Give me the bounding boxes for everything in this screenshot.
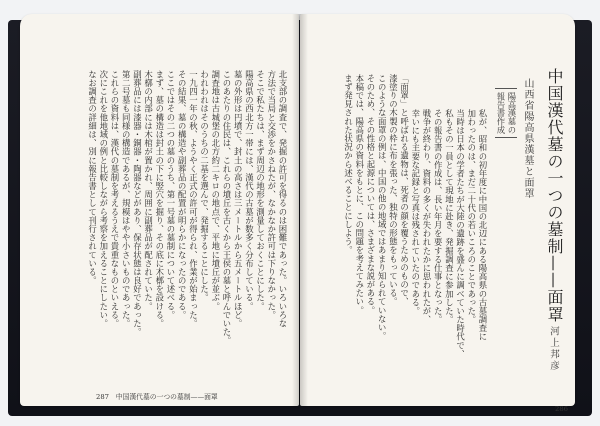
right-text-column: 幸いにも主要な記録と写真は残されていたのである。 [410, 109, 421, 316]
left-text-column: 調査地は古城堡の北方約二キロの地点で、平地に墳丘が並ぶ。 [210, 70, 221, 311]
book-gutter-shadow [292, 14, 308, 406]
left-text-column: 一九四一年の秋、ようやく正式の許可が得られ、作業が始まった。 [188, 70, 199, 328]
left-text-column: 陽高県の西北方一帯には、漢代の古墓が数多く分布している。 [244, 70, 255, 311]
right-text-column: 戦争が終わり、資料の多くが失われたかに思われたが、 [422, 109, 432, 324]
right-text-column: 「面罩」と呼ばれる遺物は、死者の顔を覆うためのもので、 [399, 74, 410, 306]
left-text-column: まず、墓の構造は封土の下に竪穴を掘り、その底に木槨を設ける。 [154, 70, 165, 328]
right-page-number: 286 [555, 405, 568, 413]
left-text-column: 副葬品には漆器・銅器・陶器などがあり、保存状態は良好であった。 [132, 70, 143, 337]
left-text-column: このあたりの住民は、これらの墳丘を古くから王侯の墓と呼んでいた。 [222, 70, 232, 345]
report-heading-line-1: 陽高漢墓の [507, 92, 517, 134]
section-subtitle: 山西省陽高県漢墓と面罩 [522, 78, 533, 199]
left-text-column: 墓の外形は円墳で、封土の高さは三メートルから五メートルほど。 [233, 70, 244, 328]
left-text-column: その結果、墓の構造や副葬品の配置が明らかになったのである。 [177, 70, 188, 320]
left-text-column: 木槨の内部には木棺が置かれ、周囲に副葬品が配されていた。 [143, 70, 154, 311]
left-text-column: 方法で当局と交渉をかさねたが、なかなか許可は下りなかった。 [266, 70, 277, 320]
left-text-column: これらの資料は、漢代の墓制を考えるうえで貴重なものといえる。 [110, 70, 120, 328]
left-text-column: 第二号墓も同様の構造であるが、規模はやや小さいものであった。 [121, 70, 132, 328]
author-name: 河上邦彦 [548, 326, 559, 372]
right-text-column: まず発見された状況から述べることにしよう。 [343, 74, 354, 255]
right-text-column: そのため、その性格と起源については、さまざまな説がある。 [366, 74, 376, 315]
right-text-column: その報告書の作成は、長い年月を要する仕事となった。 [433, 109, 444, 324]
left-text-column: 次にこれを他地域の例と比較しながら考察を加えることにしたい。 [98, 70, 109, 328]
left-text-column: なお調査の詳細は、別に報告書として刊行されている。 [87, 70, 98, 285]
left-text-column: ここではその二つの墓のうち、第一号墓の墓制について述べる。 [166, 70, 176, 320]
right-page [300, 14, 575, 413]
right-text-column: 私が、昭和の初年度に中国の北辺にある陽高県の古墓調査に [478, 109, 488, 341]
left-page [20, 14, 299, 406]
right-text-column: このような面罩の例は、中国の他の地域ではあまり知られていない。 [377, 74, 388, 341]
left-text-column: そこで私たちは、まず周辺の地形を測量しておくことにした。 [255, 70, 266, 311]
right-text-column: 加わったのは、まだ二十代の若いころのことであった。 [466, 109, 477, 324]
chapter-title: 中国漢代墓の一つの墓制——面罩 [545, 68, 564, 323]
right-text-column: 私もその一員として現地に赴き、発掘調査に参加した。 [444, 109, 455, 324]
report-heading-line-2: 報告書作成 [496, 92, 506, 134]
left-text-column: われわれはそのうちの二基を選んで、発掘することにした。 [199, 70, 210, 302]
right-text-column: 漆塗りの木製の枠に布を張った、独特の形態をもっている。 [388, 74, 399, 306]
left-page-footer: 287 中国漢代墓の一つの墓制——面罩 [96, 393, 218, 401]
report-heading [495, 88, 517, 138]
right-text-column: 本稿では、陽高県の資料をもとに、この問題を考えてみたい。 [354, 74, 365, 315]
left-text-column: 北支部の調査で、発掘の許可を得るのは困難であった。いろいろな [278, 70, 288, 328]
right-text-column: 当時は日本の学者たちが大陸の遺跡を盛んに調べていた時代で、 [455, 109, 466, 359]
